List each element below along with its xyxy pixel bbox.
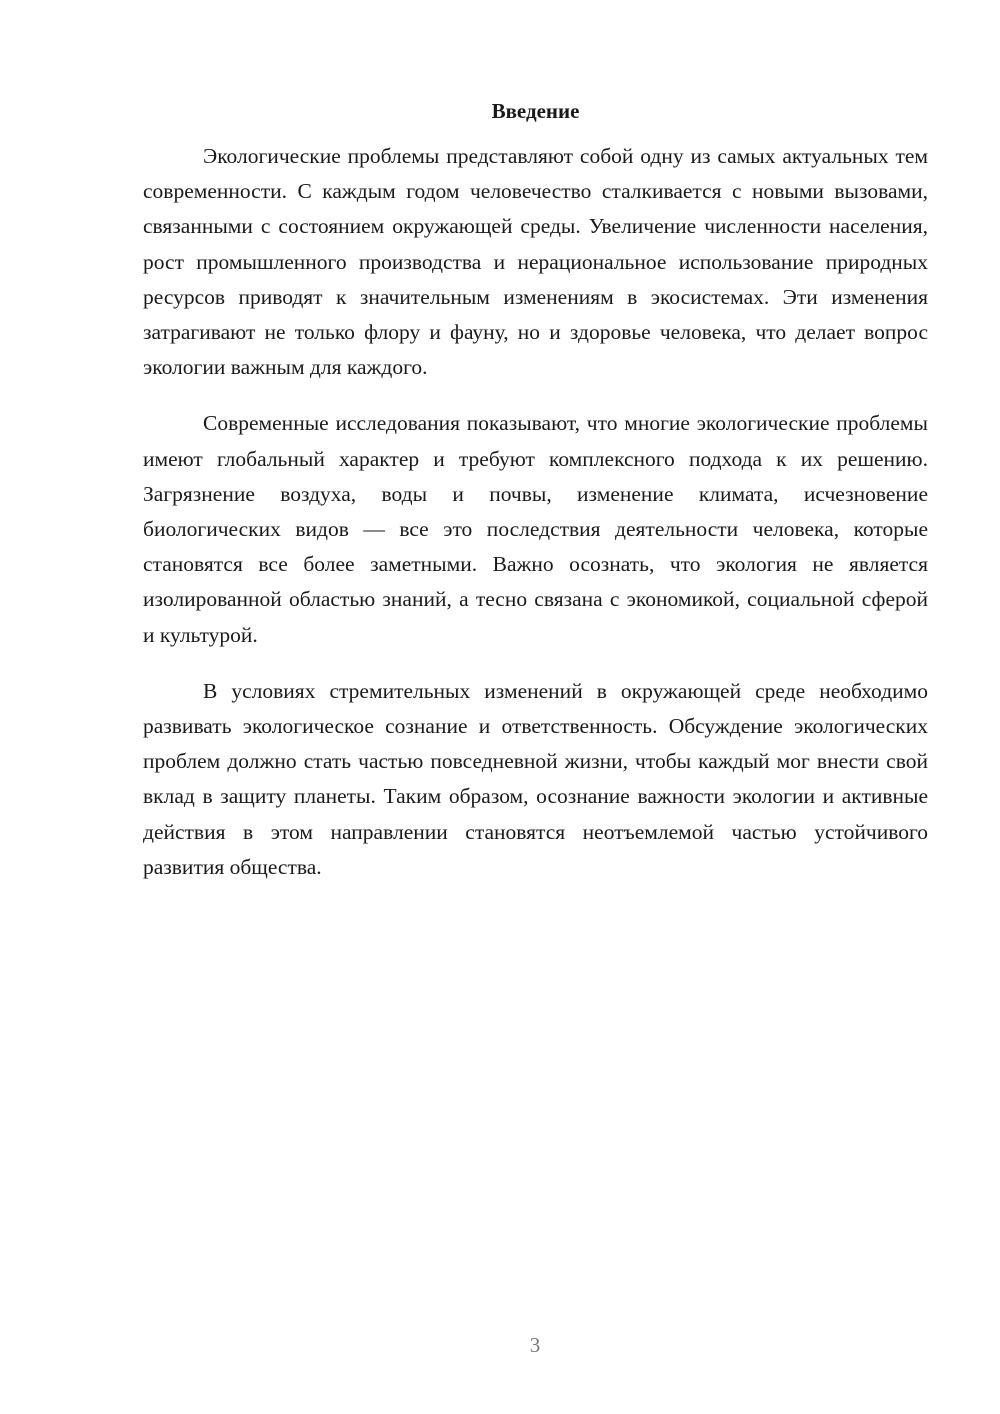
paragraph-3: В условиях стремительных изменений в окружающей среде необходимо развивать экологическое сознание и ответственность. Обсуждение экологических проблем должно стать частью повседневной жизни, чтобы каждый мог внести свой вклад в защиту планеты. Таким образом, осознание важности экологии и активные действия в этом направлении становятся неотъемлемой частью устойчивого развития общества. <box>143 678 928 879</box>
page-content <box>143 96 928 906</box>
paragraph-2: Современные исследования показывают, что многие экологические проблемы имеют глобальный характер и требуют комплексного подхода к их решению. Загрязнение воздуха, воды и почвы, изменение климата, исчезновение биологических видов — все это последствия деятельности человека, которые становятся все более заметными. Важно осознать, что экология не является изолированной областью знаний, а тесно связана с экономикой, социальной сферой и культурой. <box>143 411 928 647</box>
paragraph-1: Экологические проблемы представляют собой одну из самых актуальных тем современности. С каждым годом человечество сталкивается с новыми вызовами, связанными с состоянием окружающей среды. Увеличение численности населения, рост промышленного производства и нерациональное использование природных ресурсов приводят к значительным изменениям в экосистемах. Эти изменения затрагивают не только флору и фауну, но и здоровье человека, что делает вопрос экологии важным для каждого. <box>143 144 928 380</box>
page-number: 3 <box>529 1333 541 1357</box>
section-heading: Введение <box>491 99 580 123</box>
